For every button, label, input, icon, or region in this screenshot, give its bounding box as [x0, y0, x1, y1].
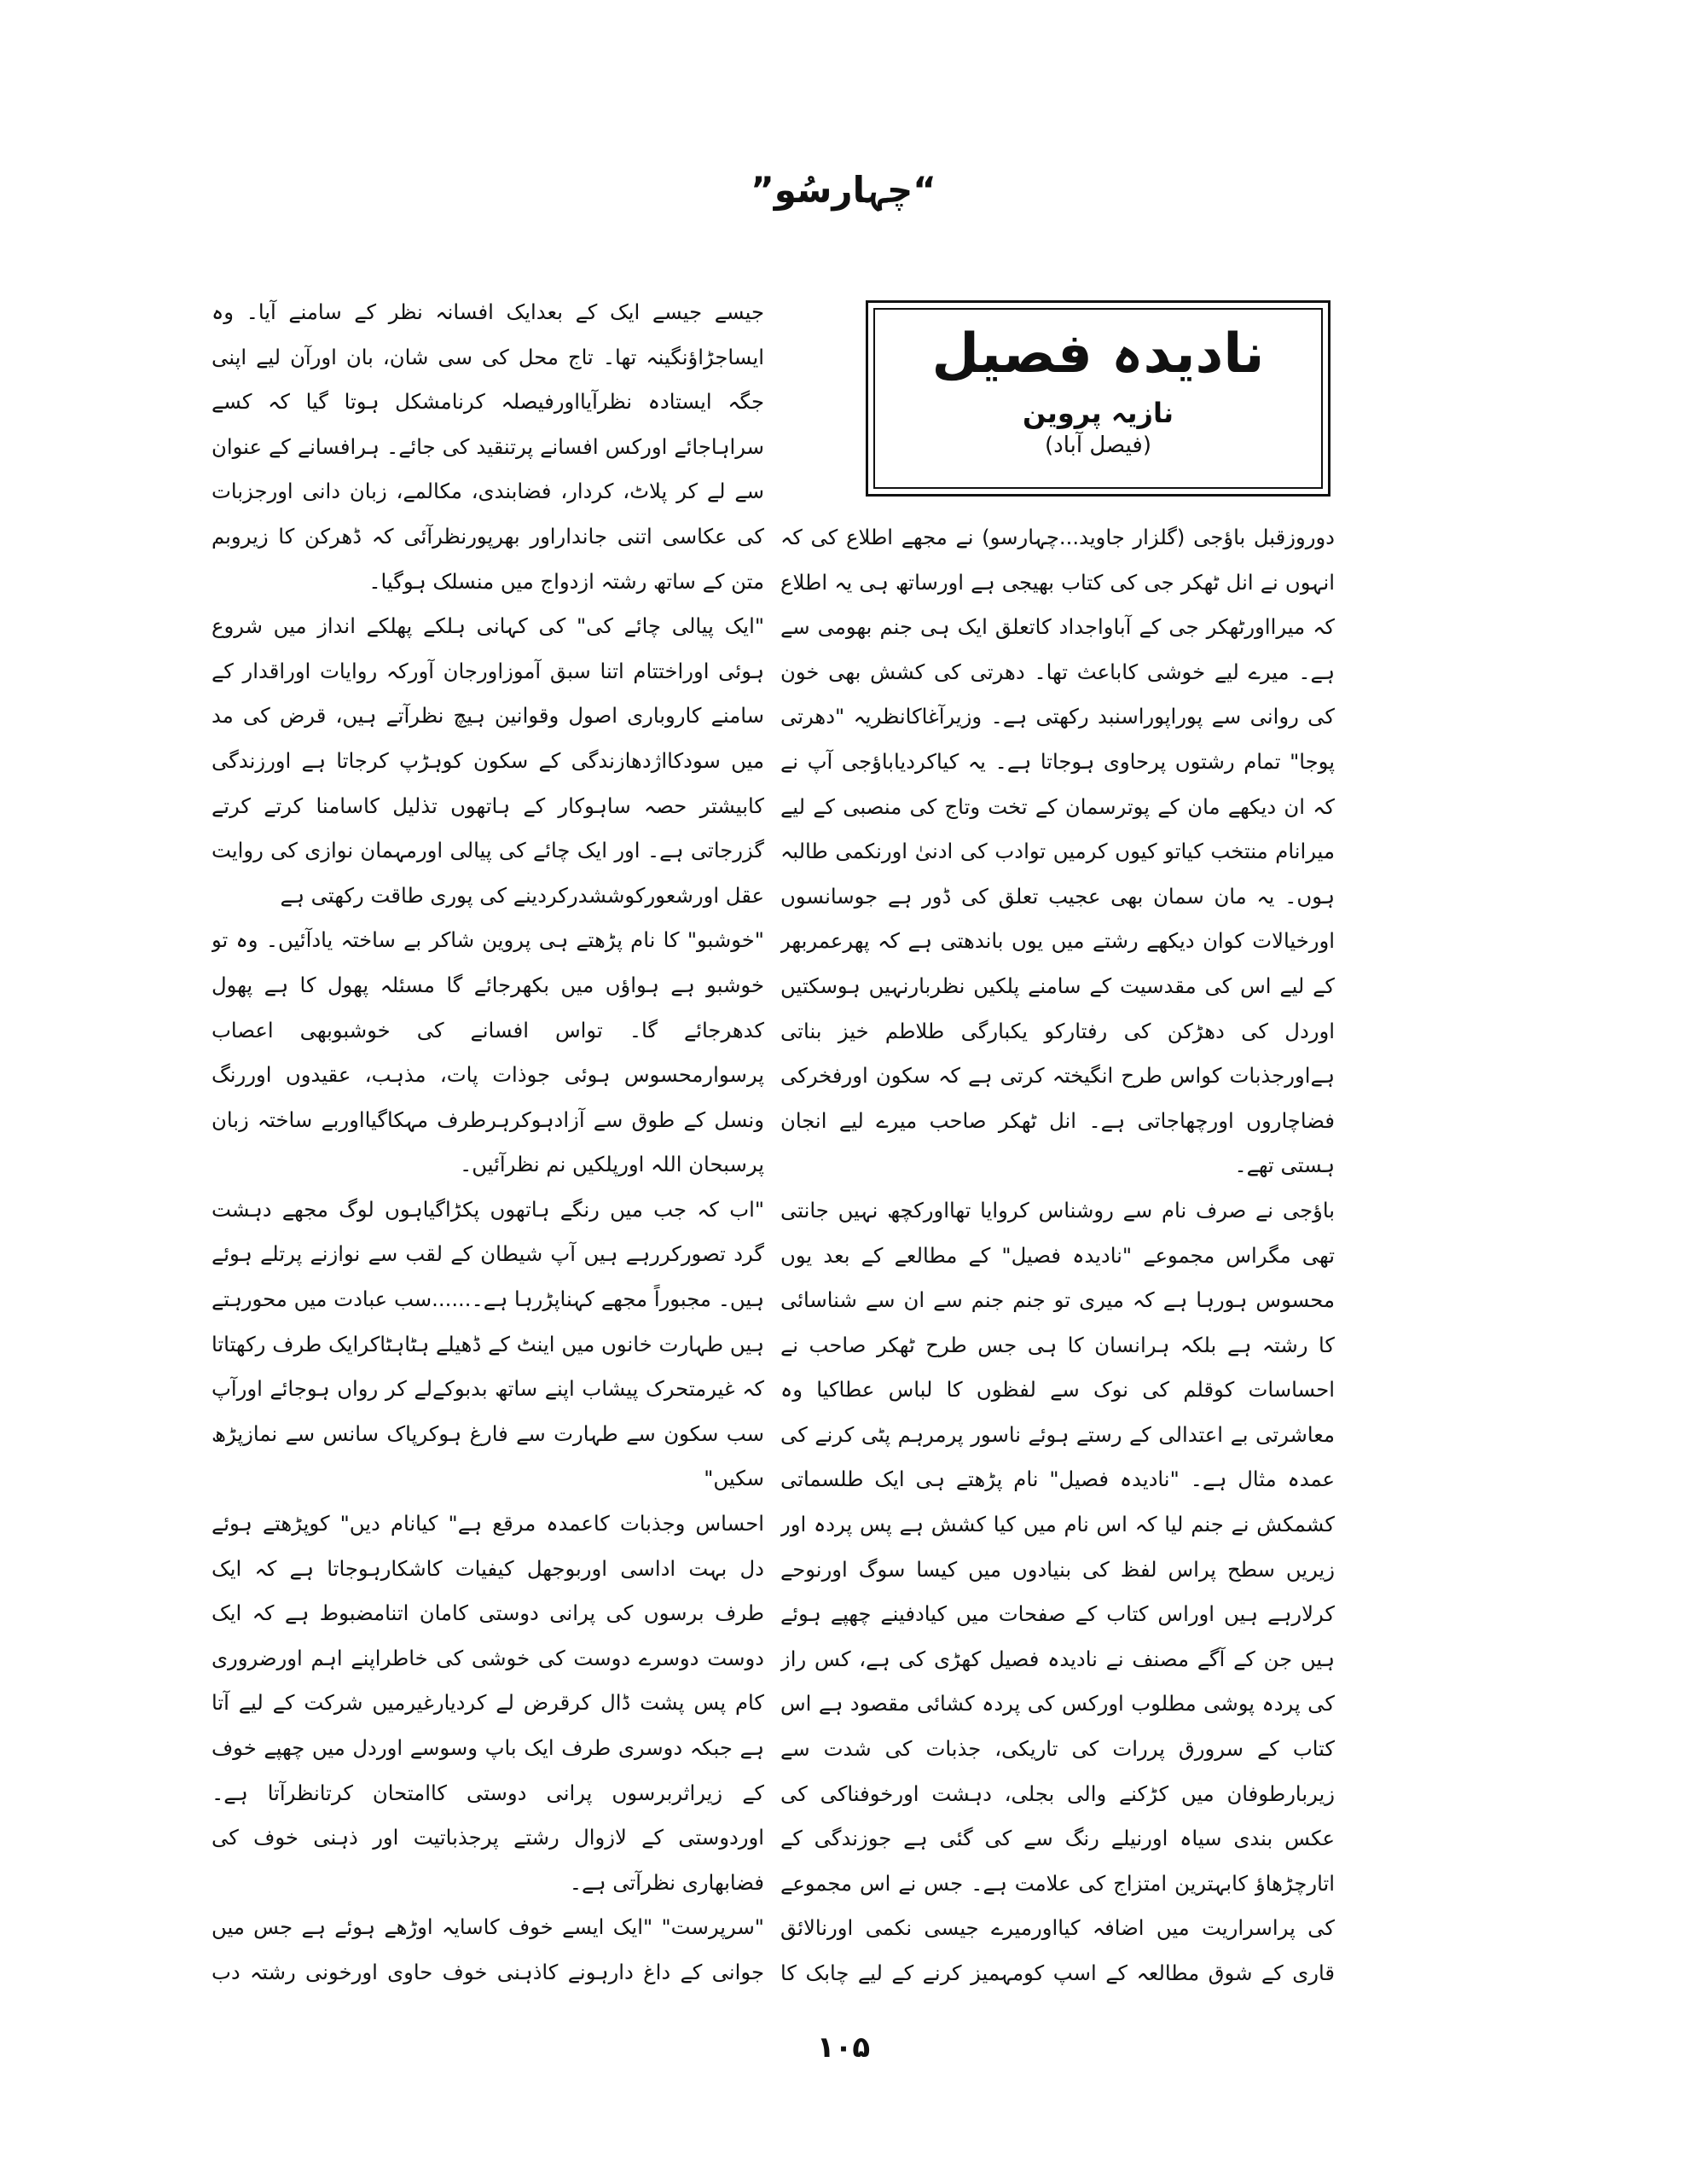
page-number: ۱۰۵ [816, 2030, 871, 2065]
paragraph: "ایک پیالی چائے کی" کی کہانی ہلکے پھلکے انداز میں شروع ہوئی اوراختتام اتنا سبق آموزاورجان آورکہ روایات اوراقدار کے سامنے کاروباری اصول وقوانین ہیچ نظرآتے ہیں، قرض کی مد میں سودکااژدھازندگی کے سکون کوہڑپ کرجاتا ہے اورزندگی کابیشتر حصہ ساہوکار کے ہاتھوں تذلیل کاسامنا کرتے کرتے گزرجاتی ہے۔ اور ایک چائے کی پیالی اورمہمان نوازی کی روایت عقل اورشعورکوششدرکردینے کی پوری طاقت رکھتی ہے [212, 613, 764, 908]
author-name: نازیہ پروین [1023, 396, 1174, 429]
story-title-box [866, 300, 1330, 497]
paragraph: دوروزقبل باؤجی (گلزار جاوید...چہارسو) نے مجھے اطلاع کی کہ انہوں نے انل ٹھکر جی کی کتاب بھیجی ہے اورساتھ ہی یہ اطلاع کہ میرااورٹھکر جی کے آباواجداد کاتعلق ایک ہی جنم بھومی سے ہے۔ میرے لیے خوشی کاباعث تھا۔ دھرتی کی کشش بھی خون کی روانی سے پوراپوراسنبد رکھتی ہے۔ وزیرآغاکانظریہ "دھرتی پوجا" تمام رشتوں پرحاوی ہوجاتا ہے۔ یہ کیاکردیاباؤجی آپ نے کہ ان دیکھے مان کے پوترسمان کے تخت وتاج کی منصبی کے لیے میرانام منتخب کیاتو کیوں کرمیں توادب کی ادنیٰ اورنکمی طالبہ ہوں۔ یہ مان سمان بھی عجیب تعلق کی ڈور ہے جوسانسوں اورخیالات کوان دیکھے رشتے میں یوں باندھتی ہے کہ پھرعمربھر کے لیے اس کی مقدسیت کے سامنے پلکیں نظربارنہیں ہوسکتیں اوردل کی دھڑکن کی رفتارکو یکبارگی طلاطم خیز بناتی ہےاورجذبات کواس طرح انگیختہ کرتی ہے کہ سکون اورفخرکی فضاچاروں اورچھاجاتی ہے۔ انل ٹھکر صاحب میرے لیے انجان ہستی تھے۔ [780, 525, 1335, 1178]
paragraph: "سرپرست" "ایک ایسے خوف کاسایہ اوڑھے ہوئے ہے جس میں جوانی کے داغ دارہونے کاذہنی خوف حاوی اورخونی رشتہ دب [212, 1914, 764, 1984]
right-text-column [780, 515, 1335, 1991]
paragraph: احساس وجذبات کاعمدہ مرقع ہے" کیانام دیں" کوپڑھتے ہوئے دل بہت اداسی اوربوجھل کیفیات کاشکارہوجاتا ہے کہ ایک طرف برسوں کی پرانی دوستی کامان اتنامضبوط ہے کہ ایک دوست دوسرے دوست کی خوشی کی خاطراپنے اہم اورضروری کام پس پشت ڈال کرقرض لے کردیارغیرمیں شرکت کے لیے آتا ہے جبکہ دوسری طرف ایک باپ وسوسے اوردل میں چھپے خوف کے زیراثربرسوں پرانی دوستی کاامتحان کرتانظرآتا ہے۔ اوردوستی کے لازوال رشتے پرجذباتیت اور ذہنی خوف کی فضابھاری نظرآتی ہے۔ [212, 1511, 764, 1895]
author-place: (فیصل آباد) [1044, 432, 1152, 458]
story-title: نادیدہ فصیل [931, 322, 1265, 386]
paragraph: "اب کہ جب میں رنگے ہاتھوں پکڑاگیاہوں لوگ مجھے دہشت گرد تصورکررہے ہیں آپ شیطان کے لقب سے نوازنے پرتلے ہوئے ہیں۔ مجبوراً مجھے کہناپڑرہا ہے۔......سب عبادت میں محورہتے ہیں طہارت خانوں میں اینٹ کے ڈھیلے ہٹاہٹاکرایک طرف رکھتاتا کہ غیرمتحرک پیشاب اپنے ساتھ بدبوکےلے کر رواں ہوجائے اورآپ سب سکون سے طہارت سے فارغ ہوکرپاک سانس سے نمازپڑھ سکیں" [212, 1196, 764, 1491]
paragraph: "خوشبو" کا نام پڑھتے ہی پروین شاکر بے ساختہ یادآئیں۔ وہ تو خوشبو ہے ہواؤں میں بکھرجائے گا مسئلہ پھول کا ہے پھول کدھرجائے گا۔ تواس افسانے کی خوشبوبھی اعصاب پرسوارمحسوس ہوئی جوذات پات، مذہب، عقیدوں اوررنگ ونسل کے طوق سے آزادہوکرہرطرف مہکاگیااوربے ساختہ زبان پرسبحان اللہ اورپلکیں نم نظرآئیں۔ [212, 927, 764, 1177]
story-title-frame [873, 308, 1323, 489]
paragraph: باؤجی نے صرف نام سے روشناس کروایا تھااورکچھ نہیں جانتی تھی مگراس مجموعے "نادیدہ فصیل" کے مطالعے کے بعد یوں محسوس ہورہا ہے کہ میری تو جنم جنم سے ان سے شناسائی کا رشتہ ہے بلکہ ہرانسان کا ہی جس طرح ٹھکر صاحب نے احساسات کوقلم کی نوک سے لفظوں کا لباس عطاکیا وہ معاشرتی بے اعتدالی کے رستے ہوئے ناسور پرمرہم پٹی کرنے کی عمدہ مثال ہے۔ "نادیدہ فصیل" نام پڑھتے ہی ایک طلسماتی کشمکش نے جنم لیا کہ اس نام میں کیا کشش ہے پس پردہ اور زیریں سطح پراس لفظ کی بنیادوں میں کیسا سوگ اورنوحے کرلارہے ہیں اوراس کتاب کے صفحات میں کیادفینے چھپے ہوئے ہیں جن کے آگے مصنف نے نادیدہ فصیل کھڑی کی ہے، کس راز کی پردہ پوشی مطلوب اورکس کی پردہ کشائی مقصود ہے اس کتاب کے سرورق پررات کی تاریکی، جذبات کی شدت سے زیربارطوفان میں کڑکنے والی بجلی، دہشت اورخوفناکی کی عکس بندی سیاہ اورنیلے رنگ سے کی گئی ہے جوزندگی کے اتارچڑھاؤ کابہترین امتزاج کی علامت ہے۔ جس نے اس مجموعے کی پراسراریت میں اضافہ کیااورمیرے جیسی نکمی اورنالائق قاری کے شوق مطالعہ کے اسپ کومہمیز کرنے کے لیے چابک کا [780, 1197, 1335, 1985]
paragraph: جیسے جیسے ایک کے بعدایک افسانہ نظر کے سامنے آیا۔ وہ ایساجڑاؤنگینہ تھا۔ تاج محل کی سی شان، بان اورآن لیے اپنی جگہ ایستادہ نظرآیااورفیصلہ کرنامشکل ہوتا گیا کہ کسے سراہاجائے اورکس افسانے پرتنقید کی جائے۔ ہرافسانے کے عنوان سے لے کر پلاٹ، کردار، فضابندی، مکالمے، زبان دانی اورجزبات کی عکاسی اتنی جانداراور بھرپورنظرآئی کہ ڈھرکن کا زیروبم متن کے ساتھ رشتہ ازدواج میں منسلک ہوگیا۔ [212, 299, 764, 594]
magazine-header: “چہارسُو” [751, 169, 936, 211]
left-text-column [212, 290, 764, 1991]
